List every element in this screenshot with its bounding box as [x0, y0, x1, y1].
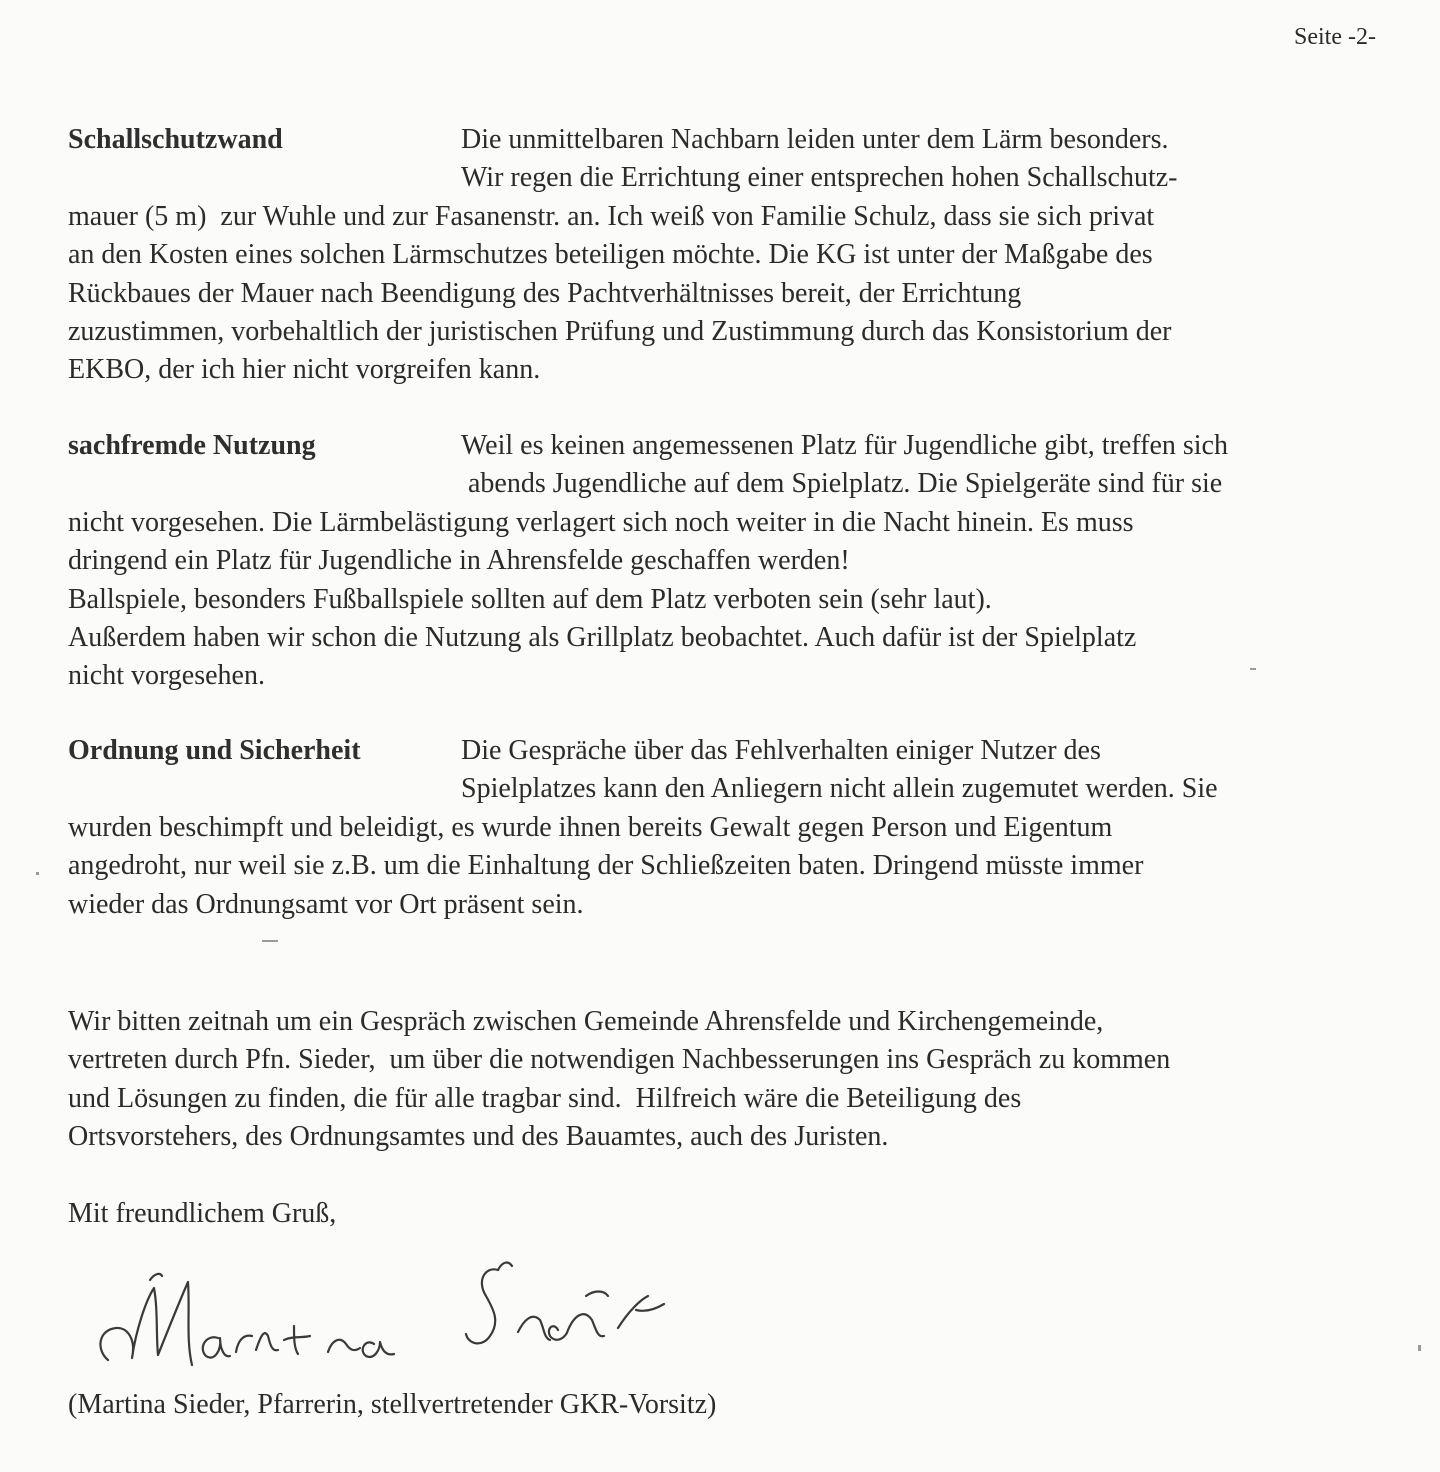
scan-speck: [1418, 1345, 1421, 1351]
text-line: Die unmittelbaren Nachbarn leiden unter dem Lärm besonders.: [461, 124, 1169, 155]
section-body: [68, 427, 1398, 696]
text-line: Rückbaues der Mauer nach Beendigung des Pachtverhältnisses bereit, der Errichtung: [68, 277, 1022, 309]
text-line: Wir bitten zeitnah um ein Gespräch zwischen Gemeinde Ahrensfelde und Kirchengemeinde,: [68, 1006, 1104, 1037]
text-line: wurden beschimpft und beleidigt, es wurde ihnen bereits Gewalt gegen Person und Eigentum: [68, 811, 1113, 843]
text-line: Außerdem haben wir schon die Nutzung als Grillplatz beobachtet. Auch dafür ist der Spielplatz: [68, 622, 1137, 654]
text-line: und Lösungen zu finden, die für alle tragbar sind. Hilfreich wäre die Beteiligung des: [68, 1082, 1022, 1114]
section-sachfremde-nutzung: [68, 427, 1398, 696]
text-line: Ballspiele, besonders Fußballspiele sollten auf dem Platz verboten sein (sehr laut).: [68, 583, 992, 615]
text-line: Wir regen die Errichtung einer entsprechen hohen Schallschutz-: [461, 162, 1178, 194]
section-heading: Ordnung und Sicherheit: [68, 735, 361, 766]
scan-speck: [36, 872, 39, 875]
signature-icon: [88, 1240, 728, 1390]
section-heading: Schallschutzwand: [68, 124, 283, 155]
text-line: mauer (5 m) zur Wuhle und zur Fasanenstr. an. Ich weiß von Familie Schulz, dass sie sich privat: [68, 200, 1155, 232]
text-line: wieder das Ordnungsamt vor Ort präsent sein.: [68, 888, 584, 920]
text-line: Spielplatzes kann den Anliegern nicht allein zugemutet werden. Sie: [461, 773, 1218, 805]
text-line: Die Gespräche über das Fehlverhalten einiger Nutzer des: [461, 735, 1101, 766]
page-number: Seite -2-: [1294, 24, 1376, 50]
text-line: Weil es keinen angemessenen Platz für Jugendliche gibt, treffen sich: [461, 430, 1228, 461]
section-heading: sachfremde Nutzung: [68, 430, 316, 461]
text-line: dringend ein Platz für Jugendliche in Ahrensfelde geschaffen werden!: [68, 545, 850, 577]
text-line: Ortsvorstehers, des Ordnungsamtes und des Bauamtes, auch des Juristen.: [68, 1121, 889, 1153]
closing-paragraph: [68, 1003, 1170, 1157]
text-line: zuzustimmen, vorbehaltlich der juristischen Prüfung und Zustimmung durch das Konsistorium der: [68, 316, 1172, 348]
section-body: [68, 121, 1398, 390]
scan-speck: [262, 940, 278, 942]
text-line: nicht vorgesehen. Die Lärmbelästigung verlagert sich noch weiter in die Nacht hinein. Es muss: [68, 506, 1134, 538]
section-ordnung-und-sicherheit: [68, 732, 1398, 924]
text-line: abends Jugendliche auf dem Spielplatz. Die Spielgeräte sind für sie: [468, 468, 1223, 500]
text-line: vertreten durch Pfn. Sieder, um über die notwendigen Nachbesserungen ins Gespräch zu kommen: [68, 1044, 1171, 1076]
section-schallschutzwand: [68, 121, 1398, 390]
text-line: EKBO, der ich hier nicht vorgreifen kann.: [68, 354, 541, 386]
signer-name: (Martina Sieder, Pfarrerin, stellvertretender GKR-Vorsitz): [68, 1389, 717, 1420]
greeting: Mit freundlichem Gruß,: [68, 1198, 337, 1229]
text-line: angedroht, nur weil sie z.B. um die Einhaltung der Schließzeiten baten. Dringend müsste immer: [68, 850, 1144, 882]
text-line: nicht vorgesehen.: [68, 660, 265, 692]
text-line: an den Kosten eines solchen Lärmschutzes beteiligen möchte. Die KG ist unter der Maßgabe des: [68, 239, 1153, 271]
scan-speck: [1250, 668, 1256, 670]
